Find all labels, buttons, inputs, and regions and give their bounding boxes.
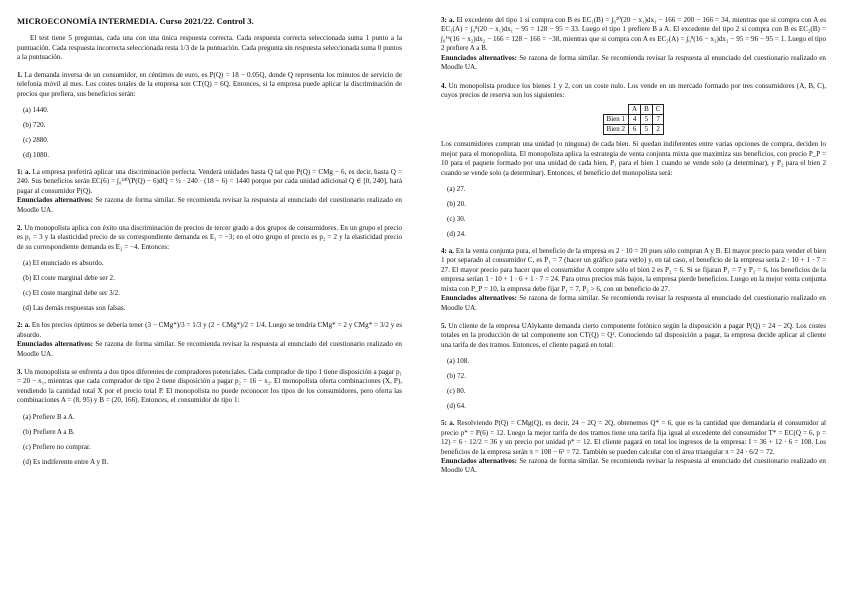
left-column — [17, 16, 402, 475]
question-4-continued: Los consumidores compran una unidad (o ninguna) de cada bien. Si quedan indiferentes entre varias opciones de compra, deciden lo mejor para el monopolista. El monopolista aplica la estrategia de venta conjunta mixta que maximiza sus beneficios, con precio P_P = 10 para el paquete formado por una unidad de cada bien, P₁ para el bien 1 cuando se vende solo (a determinar), y P₂ para el bien 2 cuando se vende solo (a determinar). Entonces, el beneficio del monopolista será: — [441, 140, 826, 177]
option-b: (b) El coste marginal debe ser 2. — [23, 274, 115, 283]
answer-text: En la venta conjunta pura, el beneficio de la empresa es 2 · 10 = 20 pues sólo compran A y B. El mayor precio para vender el bien 1 por separado al consumidor C, es P₁ = 7 (hacer un gráfico para verlo) y, en tal caso, el beneficio de la empresa sería 2 · 10 + 1 · 7 = 27. El mayor precio para hacer que el consumidor A compre sólo el bien 2 es P₂ = 6. Si se fijaran P₁ = 7 y P₂ = 6, los beneficios de la empresa serían 1 · 10 + 1 · 6 + 1 · 7 = 24. Para otros precios más bajos, la empresa pierde beneficios. Luego en la mejor venta conjunta mixta con P_P = 10, la empresa debe fijar P₁ = 7, P₂ > 6, con un beneficio de 27. — [441, 247, 827, 293]
option-c: (c) El coste marginal debe ser 3/2. — [23, 289, 120, 298]
answer-label: 1: a. — [17, 167, 31, 176]
table-cell: 5 — [641, 115, 653, 125]
table-cell: 6 — [629, 125, 641, 135]
alt-text: Se razona de forma similar. Se recomienda revisar la respuesta al enunciado del cuestionario realizado en Moodle UA. — [441, 53, 826, 72]
question-text: Un monopolista produce los bienes 1 y 2, con un coste nulo. Los vende en un mercado formado por tres consumidores (A, B, C), cuyos precios de reserva son los siguientes: — [441, 81, 827, 99]
right-column — [441, 16, 826, 485]
alt-label: Enunciados alternativos: — [17, 340, 94, 349]
answer-text: La empresa preferirá aplicar una discriminación perfecta. Venderá unidades hasta Q tal que P(Q) = CMg − 6, es decir, hasta Q = 240. Sus beneficios serán EC(6) = ∫₀²⁴⁰(P(Q) − 6)dQ = ½ · 240 · (18 − 6) = 1440 porque por cada unidad adicional Q ∈ [0, 240], hará pagar al consumidor P(Q). — [17, 167, 402, 195]
alt-label: Enunciados alternativos: — [441, 53, 518, 62]
question-2 — [17, 224, 402, 252]
alt-label: Enunciados alternativos: — [17, 196, 94, 205]
question-text: Un monopolista aplica con éxito una discriminación de precios de tercer grado a dos grupos de consumidores. En un grupo el precio es p₁ = 3 y la elasticidad precio de su correspondiente demanda es E₁ = −3; en el otro grupo el precio es p₂ = 2 y la elasticidad precio de su correspondiente demanda es E₂ = −4. Entonces: — [17, 224, 402, 251]
answer-label: 2: a. — [17, 321, 31, 330]
answer-text: El excedente del tipo 1 si compra con B es EC₁(B) = ∫₀²⁰(20 − x₁)dx₁ − 166 = 200 − 166 = 34, mientras que si compra con A es EC₁(A) = ∫₀⁸(20 − x₁)dx₁ − 95 = 128 − 95 = 33. Luego el tipo 1 prefiere B a A. El excedente del tipo 2 si compra con B es EC₂(B) = ∫₀¹⁶(16 − x₂)dx₂ − 166 = 128 − 166 = −38, mientras que si compra con A es EC₂(A) = ∫₀⁸(16 − x₂)dx₂ − 95 = 96 − 95 = 1. Luego el tipo 2 prefiere A a B. — [441, 16, 826, 53]
table-cell: 4 — [629, 115, 641, 125]
option-a: (a) Prefiere B a A. — [23, 412, 75, 421]
option-d: (d) 64. — [447, 402, 466, 411]
table-corner — [603, 105, 628, 115]
question-number: 4. — [441, 81, 447, 90]
question-1 — [17, 71, 402, 99]
option-d: (d) Las demás respuestas son falsas. — [23, 304, 126, 313]
table-cell: 7 — [652, 115, 664, 125]
table-cell: 2 — [652, 125, 664, 135]
answer-text: Resolviendo P(Q) = CMg(Q), es decir, 24 − 2Q = 2Q, obtenemos Q* = 6, que es la cantidad que demandaría el consumidor al precio p* = P(6) = 12. Luego la mejor tarifa de dos tramos tiene una tarifa fija igual al excedente del consumidor T* = EC(Q = 6, p = 12) = 6 · 12/2 = 36 y un precio por unidad p* = 12. El cliente pagará en total los ingresos de la empresa: I = 36 + 12 · 6 = 108. Los beneficios de la empresa serán π = 108 − 6² = 72. También se pueden calcular con el área triangular π = 24 · 6/2 = 72. — [441, 419, 826, 456]
question-text: Un cliente de la empresa UAlykante demanda cierto componente fotónico según la disposición a pagar P(Q) = 24 − 2Q. Los costes totales en la producción de tal componente son CT(Q) = Q². Conociendo tal disposición a pagar, la empresa decide aplicar al cliente una tarifa de dos tramos. Entonces, el cliente pagará en total: — [441, 322, 826, 349]
answer-2 — [17, 321, 402, 359]
answer-1 — [17, 168, 402, 215]
reservation-price-table — [603, 104, 665, 135]
alt-label: Enunciados alternativos: — [441, 456, 518, 465]
option-d: (d) 1080. — [23, 150, 50, 159]
alt-label: Enunciados alternativos: — [441, 294, 518, 303]
options-list — [441, 182, 826, 242]
alt-text: Se razona de forma similar. Se recomienda revisar la respuesta al enunciado del cuestionario realizado en Moodle UA. — [441, 456, 826, 475]
option-d: (d) Es indiferente entre A y B. — [23, 457, 109, 466]
answer-label: 3: a. — [441, 16, 455, 24]
answer-4 — [441, 247, 826, 313]
question-number: 3. — [17, 368, 23, 377]
question-number: 2. — [17, 224, 23, 233]
options-list — [17, 256, 402, 316]
option-a: (a) 108. — [447, 357, 470, 366]
answer-label: 5: a. — [441, 419, 455, 428]
option-b: (b) 720. — [23, 120, 46, 129]
option-b: (b) 20. — [447, 200, 466, 209]
document-title: MICROECONOMÍA INTERMEDIA. Curso 2021/22. Control 3. — [17, 16, 254, 26]
question-4 — [441, 82, 826, 101]
table-row — [603, 115, 664, 125]
answer-label: 4: a. — [441, 247, 455, 256]
option-b: (b) Prefiere A a B. — [23, 427, 75, 436]
question-number: 1. — [17, 70, 23, 79]
option-c: (c) 2880. — [23, 135, 49, 144]
alt-text: Se razona de forma similar. Se recomienda revisar la respuesta al enunciado del cuestionario realizado en Moodle UA. — [17, 196, 402, 214]
options-list — [17, 103, 402, 163]
table-row — [603, 125, 664, 135]
option-a: (a) 27. — [447, 185, 466, 194]
question-number: 5. — [441, 322, 447, 331]
option-a: (a) El enunciado es absurdo. — [23, 259, 104, 268]
table-header: C — [652, 105, 664, 115]
option-a: (a) 1440. — [23, 105, 49, 114]
table-cell: 5 — [641, 125, 653, 135]
option-c: (c) Prefiere no comprar. — [23, 442, 91, 451]
alt-text: Se razona de forma similar. Se recomienda revisar la respuesta al enunciado del cuestionario realizado en Moodle UA. — [17, 340, 402, 358]
question-text: La demanda inversa de un consumidor, en céntimos de euro, es P(Q) = 18 − 0.05Q, donde Q representa los minutos de servicio de telefonía móvil al mes. Los costes totales de la empresa son CT(Q) = 6Q. Entonces, si la empresa puede aplicar la discriminación de precios que prefiera, sus beneficios serán: — [17, 70, 402, 98]
table-header: B — [641, 105, 653, 115]
option-c: (c) 80. — [447, 387, 466, 396]
question-text: Un monopolista se enfrenta a dos tipos diferentes de compradores potenciales. Cada comprador de tipo 1 tiene disposición a pagar p₁ = 20 − x₁, mientras que cada comprador de tipo 2 tiene disposición a pagar p₂ = 16 − x₂. El monopolista oferta combinaciones (X, P), vendiendo la cantidad total X por el precio total P. El monopolista no puede reconocer los tipos de los consumidores, pero oferta las combinaciones A = (8, 95) y B = (20, 166). Entonces, el consumidor de tipo 1: — [17, 368, 402, 405]
option-b: (b) 72. — [447, 372, 466, 381]
alt-text: Se razona de forma similar. Se recomienda revisar la respuesta al enunciado del cuestionario realizado en Moodle UA. — [441, 294, 826, 312]
option-c: (c) 30. — [447, 215, 466, 224]
table-header-row — [603, 105, 664, 115]
instructions: El test tiene 5 preguntas, cada una con una única respuesta correcta. Cada respuesta correcta seleccionada suma 1 punto a la puntuación. Cada respuesta incorrecta seleccionada resta 1/3 de la puntuación. Cada pregunta sin respuesta seleccionada suma 0 puntos a la puntuación. — [17, 34, 402, 62]
answer-5 — [441, 419, 826, 476]
answer-text: En los precios óptimos se debería tener (3 − CMg*)/3 = 1/3 y (2 − CMg*)/2 = 1/4. Luego se tendría CMg* = 2 y CMg* = 3/2 y es absurdo. — [17, 321, 403, 339]
option-d: (d) 24. — [447, 230, 466, 239]
options-list — [441, 354, 826, 414]
table-header: A — [629, 105, 641, 115]
options-list — [17, 410, 402, 470]
row-label: Bien 2 — [603, 125, 628, 135]
question-3 — [17, 368, 402, 406]
answer-3 — [441, 16, 826, 73]
question-5 — [441, 322, 826, 350]
row-label: Bien 1 — [603, 115, 628, 125]
